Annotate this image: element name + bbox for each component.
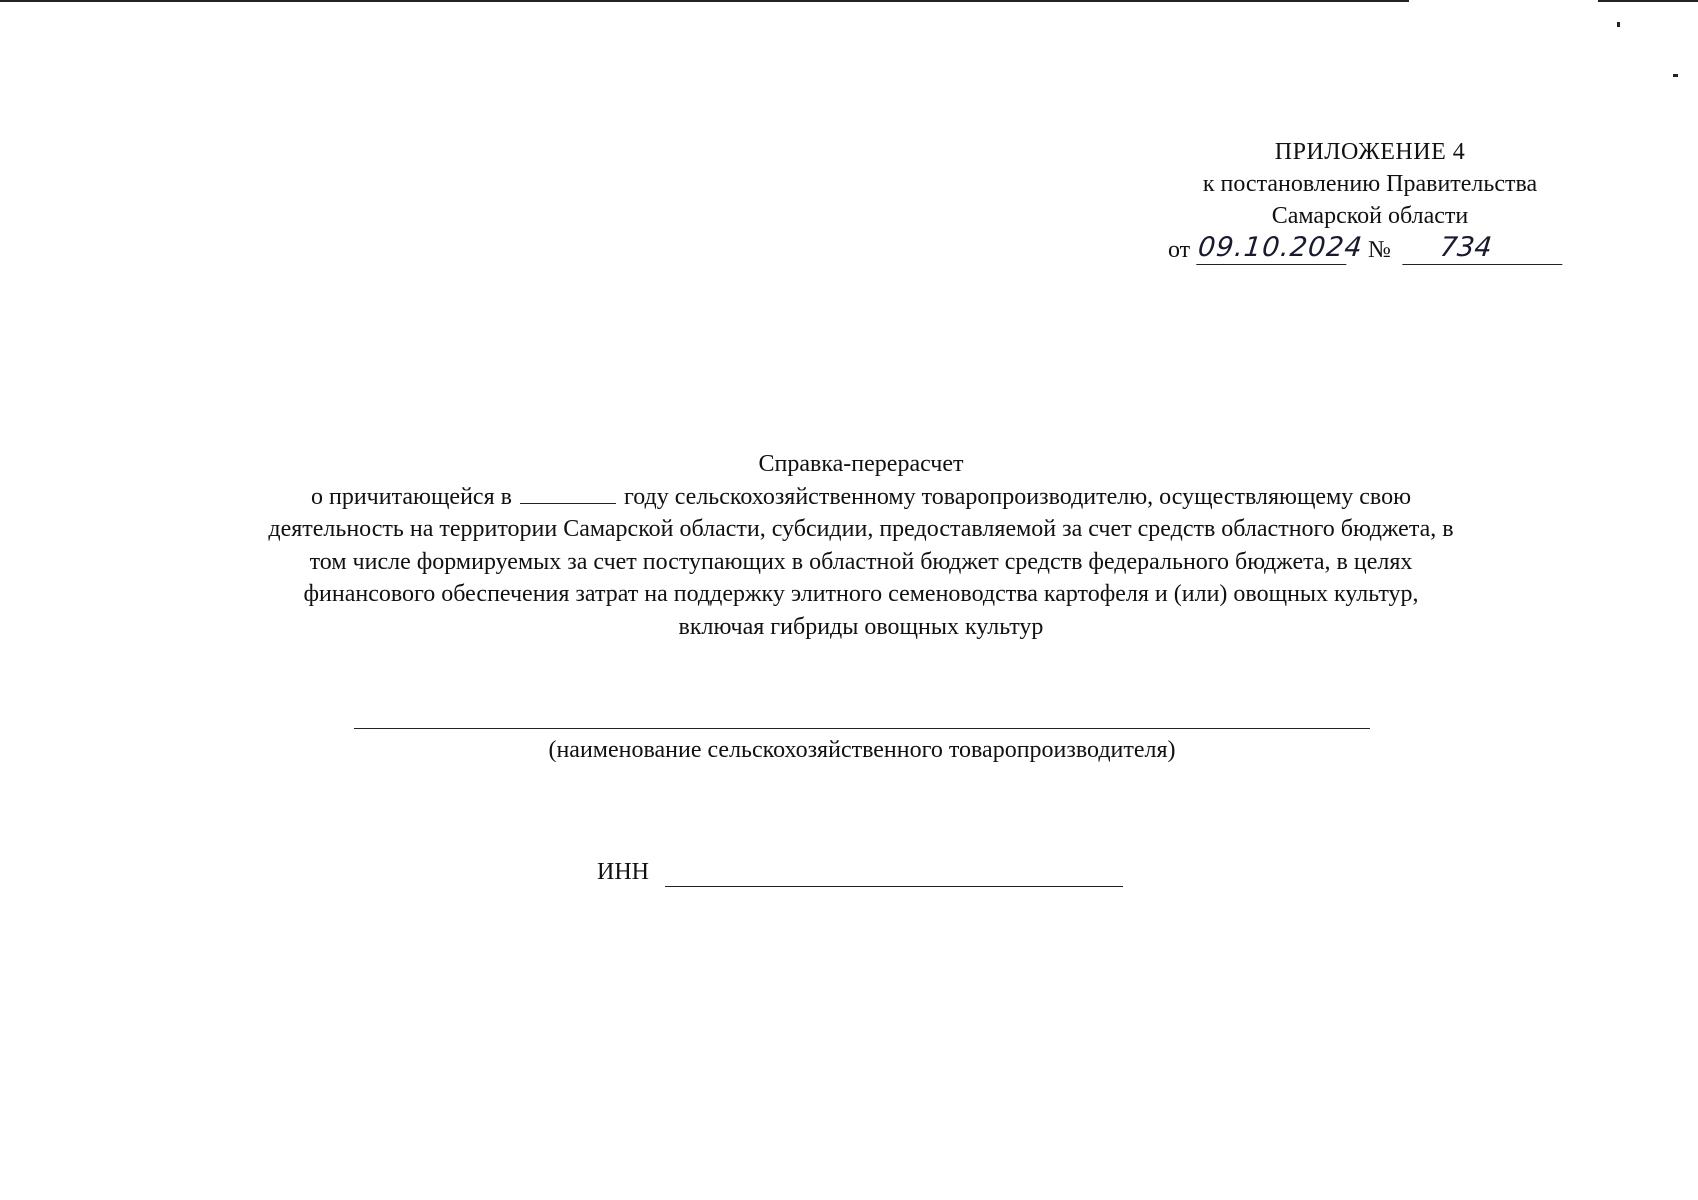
appendix-date-row	[1160, 232, 1580, 268]
date-prefix: от	[1168, 237, 1191, 263]
appendix-block	[1160, 136, 1580, 268]
appendix-resolution-line: к постановлению Правительства	[1202, 171, 1538, 197]
heading-line-1	[140, 481, 1582, 514]
producer-name-field[interactable]	[354, 728, 1370, 729]
scan-edge-line	[0, 0, 1409, 2]
year-field[interactable]	[520, 483, 616, 504]
resolution-number: 734	[1402, 232, 1565, 265]
resolution-date: 09.10.2024	[1196, 232, 1365, 263]
document-heading	[140, 448, 1582, 643]
heading-line-4: финансового обеспечения затрат на поддержку элитного семеноводства картофеля и (или) овощных культур,	[303, 581, 1419, 607]
scan-speck	[1673, 74, 1678, 77]
scan-edge-line-right	[1598, 0, 1698, 2]
appendix-region-line: Самарской области	[1271, 203, 1469, 229]
document-title: Справка-перерасчет	[758, 451, 964, 477]
heading-line-5: включая гибриды овощных культур	[678, 613, 1044, 640]
appendix-title: ПРИЛОЖЕНИЕ 4	[1274, 139, 1466, 165]
heading-line-3: том числе формируемых за счет поступающих в областной бюджет средств федерального бюджета, в целях	[309, 548, 1413, 575]
heading-line-1-end: году сельскохозяйственному товаропроизводителю, осуществляющему свою	[623, 483, 1412, 510]
inn-field[interactable]	[665, 854, 1123, 887]
heading-line-1-start: о причитающейся в	[310, 483, 512, 510]
number-prefix: №	[1368, 237, 1391, 263]
scan-speck	[1617, 22, 1620, 27]
inn-label: ИНН	[597, 859, 649, 885]
heading-line-2: деятельность на территории Самарской области, субсидии, предоставляемой за счет средств областного бюджета, в	[268, 516, 1454, 542]
producer-name-caption: (наименование сельскохозяйственного товаропроизводителя)	[548, 737, 1176, 763]
